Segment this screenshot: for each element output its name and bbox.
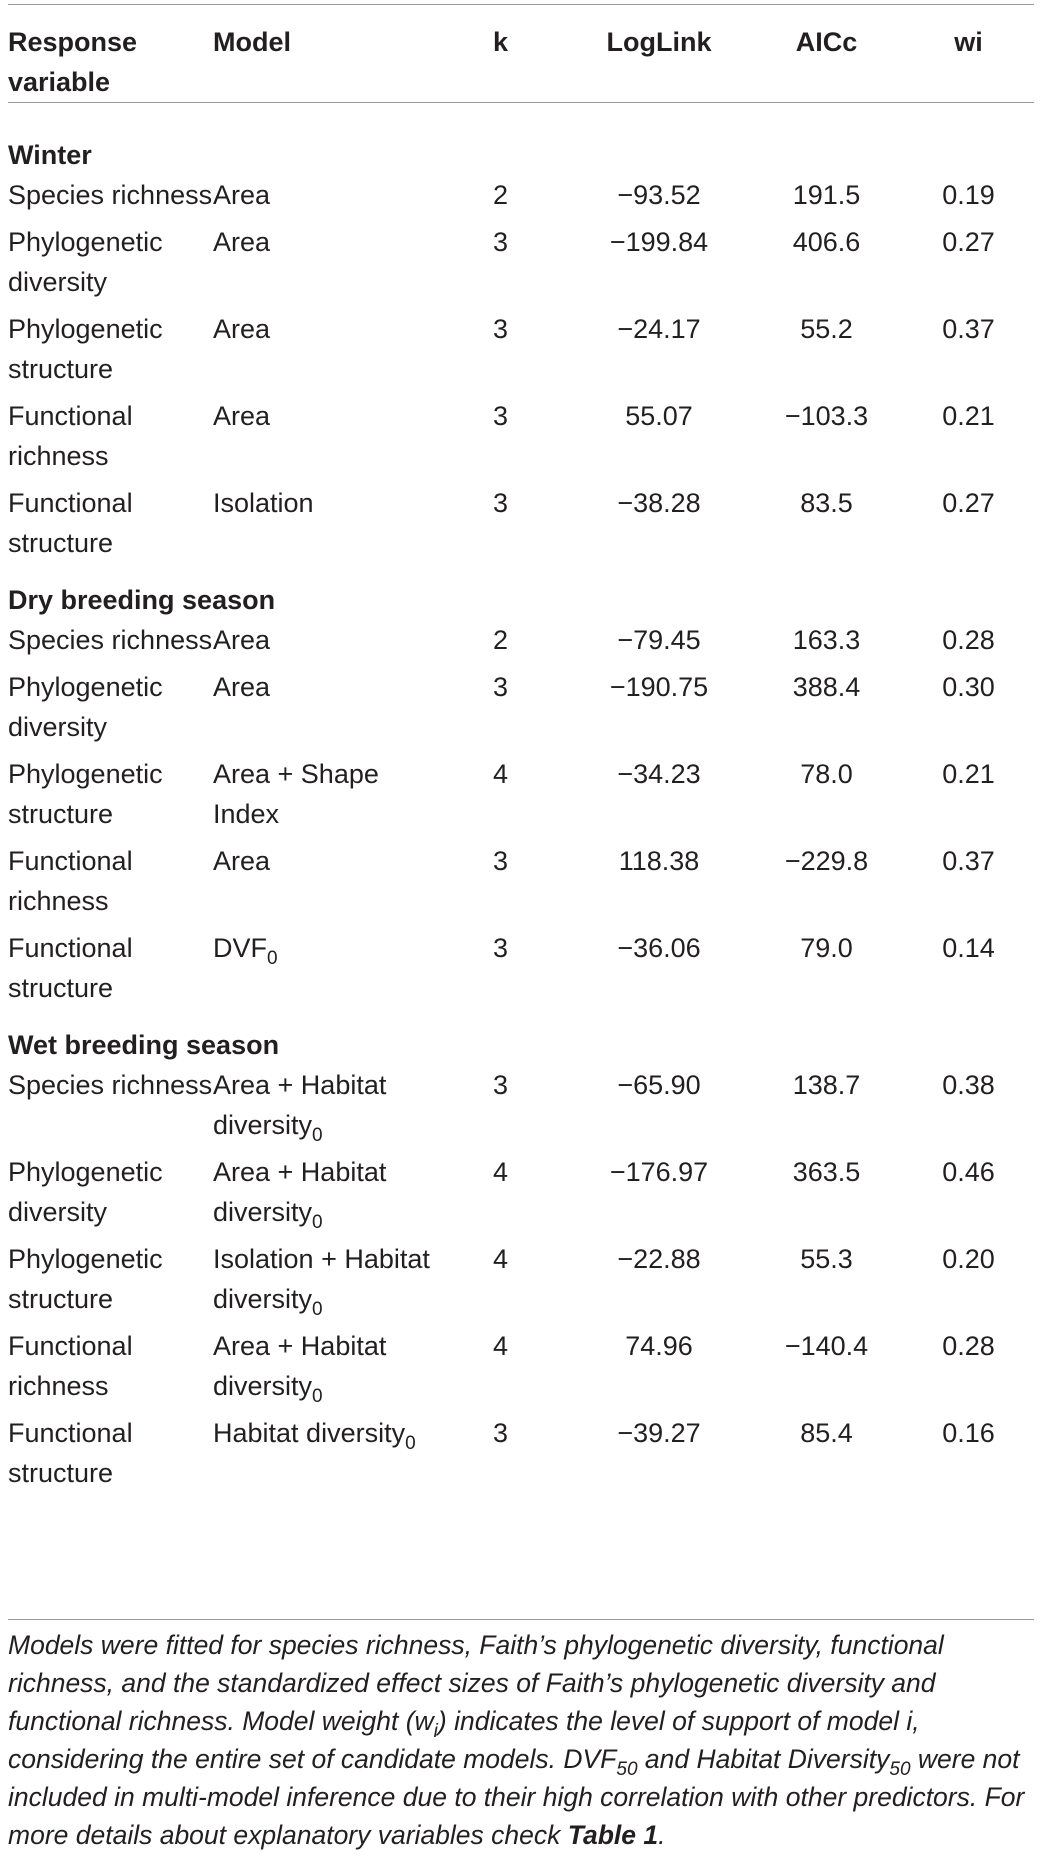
cell-response-variable: Phylogenetic structure (8, 759, 163, 829)
cell-k: 3 (492, 488, 509, 518)
cell-aicc: −140.4 (784, 1331, 869, 1361)
footnote-sub: 50 (616, 1759, 638, 1780)
cell-aicc: 83.5 (800, 488, 853, 518)
cell-model-text: Area (213, 227, 271, 257)
cell-response-variable: Species richness (8, 180, 213, 210)
cell-wi: 0.20 (942, 1244, 995, 1274)
cell-model-text: DVF (213, 933, 267, 963)
cell-model-text: Habitat diversity (213, 1418, 406, 1448)
cell-k: 3 (492, 846, 509, 876)
cell-model-text: Area (213, 672, 271, 702)
cell-aicc: 55.3 (800, 1244, 853, 1274)
table-row (8, 483, 1034, 570)
cell-model-text: Area (213, 180, 271, 210)
cell-aicc: 85.4 (800, 1418, 853, 1448)
cell-model-text: Area + Habitat diversity (213, 1070, 387, 1140)
cell-loglink: −176.97 (609, 1157, 709, 1187)
cell-aicc: 363.5 (792, 1157, 861, 1187)
cell-k: 3 (492, 1418, 509, 1448)
cell-model-text: Area (213, 401, 271, 431)
table-row (8, 841, 1034, 928)
table-row (8, 1326, 1034, 1413)
model-selection-table (8, 6, 1034, 1500)
cell-aicc: 55.2 (800, 314, 853, 344)
table-row (8, 667, 1034, 754)
cell-model-subscript: 0 (312, 1125, 323, 1146)
header-row (8, 6, 1034, 121)
header-aicc: AICc (795, 27, 858, 57)
cell-response-variable: Functional structure (8, 1418, 133, 1488)
cell-model (213, 396, 433, 483)
cell-k: 4 (492, 759, 509, 789)
cell-k: 3 (492, 933, 509, 963)
table-row (8, 754, 1034, 841)
cell-model (213, 483, 433, 570)
cell-loglink: −38.28 (617, 488, 701, 518)
cell-model-text: Isolation (213, 488, 314, 518)
cell-response-variable: Species richness (8, 1070, 213, 1100)
footnote-sub: i (433, 1721, 438, 1742)
cell-response-variable: Phylogenetic diversity (8, 227, 163, 297)
cell-loglink: −39.27 (617, 1418, 701, 1448)
cell-loglink: −36.06 (617, 933, 701, 963)
cell-response-variable: Functional structure (8, 488, 133, 558)
section-row (8, 1015, 1034, 1065)
table-row (8, 309, 1034, 396)
cell-model (213, 841, 433, 928)
cell-wi: 0.27 (942, 488, 995, 518)
cell-model (213, 175, 433, 222)
table-footnote (8, 1626, 1038, 1854)
cell-loglink: −34.23 (617, 759, 701, 789)
cell-response-variable: Phylogenetic structure (8, 314, 163, 384)
cell-k: 4 (492, 1157, 509, 1187)
cell-loglink: −24.17 (617, 314, 701, 344)
footnote-text: Models were fitted for species richness, Faith’s phylogenetic diversity, functional richness, and the standardized effect sizes of Faith’s phylogenetic diversity and functional richness. Model weight (w (8, 1630, 944, 1736)
cell-model (213, 754, 433, 841)
table-row (8, 928, 1034, 1015)
section-title: Winter (8, 140, 92, 170)
footnote-sub: 50 (889, 1759, 911, 1780)
cell-model-text: Area (213, 846, 271, 876)
table-bottom-rule (8, 1619, 1034, 1620)
cell-model (213, 1152, 433, 1239)
cell-loglink: −79.45 (617, 625, 701, 655)
cell-k: 4 (492, 1331, 509, 1361)
cell-aicc: −229.8 (784, 846, 869, 876)
cell-aicc: 79.0 (800, 933, 853, 963)
header-wi: wi (954, 27, 983, 57)
table-row (8, 175, 1034, 222)
cell-wi: 0.14 (942, 933, 995, 963)
section-title: Dry breeding season (8, 585, 276, 615)
header-rule (8, 102, 1034, 103)
table-row (8, 1065, 1034, 1152)
cell-response-variable: Species richness (8, 625, 213, 655)
cell-wi: 0.28 (942, 1331, 995, 1361)
cell-loglink: −65.90 (617, 1070, 701, 1100)
cell-wi: 0.21 (942, 759, 995, 789)
cell-model-subscript: 0 (312, 1299, 323, 1320)
table-row (8, 1152, 1034, 1239)
cell-k: 2 (492, 625, 509, 655)
cell-model-text: Area + Habitat diversity (213, 1157, 387, 1227)
cell-aicc: 78.0 (800, 759, 853, 789)
cell-wi: 0.16 (942, 1418, 995, 1448)
cell-k: 3 (492, 314, 509, 344)
table-reference: Table 1 (567, 1820, 659, 1850)
section-row (8, 121, 1034, 175)
cell-model (213, 1239, 433, 1326)
cell-aicc: 163.3 (792, 625, 861, 655)
cell-response-variable: Functional richness (8, 1331, 133, 1401)
cell-aicc: 138.7 (792, 1070, 861, 1100)
cell-model (213, 1065, 433, 1152)
cell-model (213, 667, 433, 754)
cell-aicc: 388.4 (792, 672, 861, 702)
cell-response-variable: Phylogenetic diversity (8, 1157, 163, 1227)
footnote-text: were not included in multi-model inference due to their high correlation with other predictors. For more details about explanatory variables check (8, 1744, 1025, 1850)
cell-model-subscript: 0 (267, 948, 278, 969)
cell-loglink: −199.84 (609, 227, 709, 257)
footnote-text: and Habitat Diversity (637, 1744, 890, 1774)
cell-loglink: 74.96 (625, 1331, 693, 1361)
cell-model-text: Area + Shape Index (213, 759, 379, 829)
cell-model-subscript: 0 (405, 1433, 416, 1454)
header-k: k (492, 27, 509, 57)
header-loglink: LogLink (606, 27, 712, 57)
cell-wi: 0.27 (942, 227, 995, 257)
cell-model-text: Area (213, 314, 271, 344)
table-body (8, 121, 1034, 1500)
cell-response-variable: Phylogenetic structure (8, 1244, 163, 1314)
cell-wi: 0.19 (942, 180, 995, 210)
cell-wi: 0.21 (942, 401, 995, 431)
table-row (8, 620, 1034, 667)
table-row (8, 1413, 1034, 1500)
cell-k: 3 (492, 672, 509, 702)
section-title: Wet breeding season (8, 1030, 280, 1060)
cell-wi: 0.37 (942, 846, 995, 876)
table-row (8, 1239, 1034, 1326)
cell-loglink: 55.07 (625, 401, 693, 431)
table-top-rule (8, 4, 1034, 5)
cell-k: 4 (492, 1244, 509, 1274)
footnote-text: . (658, 1820, 666, 1850)
cell-k: 3 (492, 227, 509, 257)
cell-k: 3 (492, 401, 509, 431)
cell-k: 3 (492, 1070, 509, 1100)
cell-aicc: −103.3 (784, 401, 869, 431)
cell-aicc: 406.6 (792, 227, 861, 257)
header-model: Model (213, 27, 291, 57)
cell-model-text: Isolation + Habitat diversity (213, 1244, 430, 1314)
cell-model (213, 222, 433, 309)
cell-wi: 0.46 (942, 1157, 995, 1187)
cell-model (213, 928, 433, 1015)
table-row (8, 396, 1034, 483)
cell-k: 2 (492, 180, 509, 210)
footnote-text: ) indicates the level of support of model i, considering the entire set of candidate models. DVF (8, 1706, 920, 1774)
cell-model (213, 1326, 433, 1413)
cell-wi: 0.28 (942, 625, 995, 655)
cell-model-subscript: 0 (312, 1386, 323, 1407)
cell-model (213, 309, 433, 396)
cell-loglink: −190.75 (609, 672, 709, 702)
cell-wi: 0.38 (942, 1070, 995, 1100)
cell-loglink: −22.88 (617, 1244, 701, 1274)
cell-model-text: Area + Habitat diversity (213, 1331, 387, 1401)
cell-model (213, 620, 433, 667)
header-response-variable: Response variable (8, 27, 138, 97)
cell-wi: 0.30 (942, 672, 995, 702)
section-row (8, 570, 1034, 620)
cell-loglink: −93.52 (617, 180, 701, 210)
cell-model-text: Area (213, 625, 271, 655)
cell-wi: 0.37 (942, 314, 995, 344)
cell-aicc: 191.5 (792, 180, 861, 210)
cell-response-variable: Functional structure (8, 933, 133, 1003)
cell-model-subscript: 0 (312, 1212, 323, 1233)
cell-loglink: 118.38 (618, 846, 700, 876)
cell-model (213, 1413, 433, 1500)
cell-response-variable: Phylogenetic diversity (8, 672, 163, 742)
cell-response-variable: Functional richness (8, 401, 133, 471)
table-row (8, 222, 1034, 309)
cell-response-variable: Functional richness (8, 846, 133, 916)
